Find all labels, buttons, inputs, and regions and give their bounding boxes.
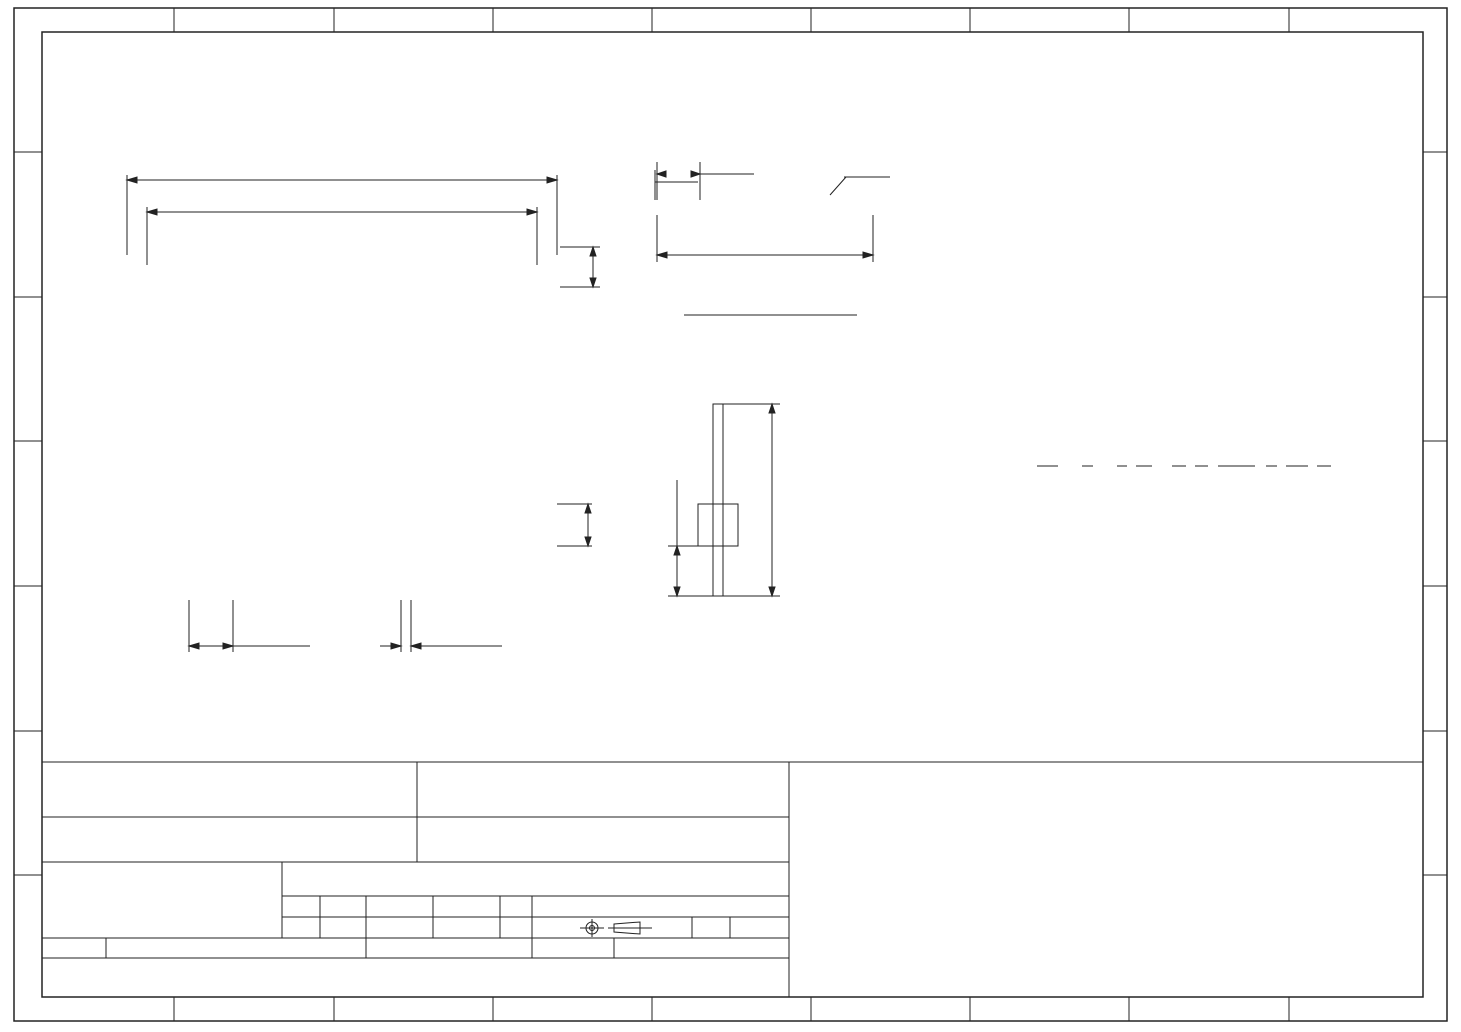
projection-symbol-icon — [580, 919, 652, 937]
